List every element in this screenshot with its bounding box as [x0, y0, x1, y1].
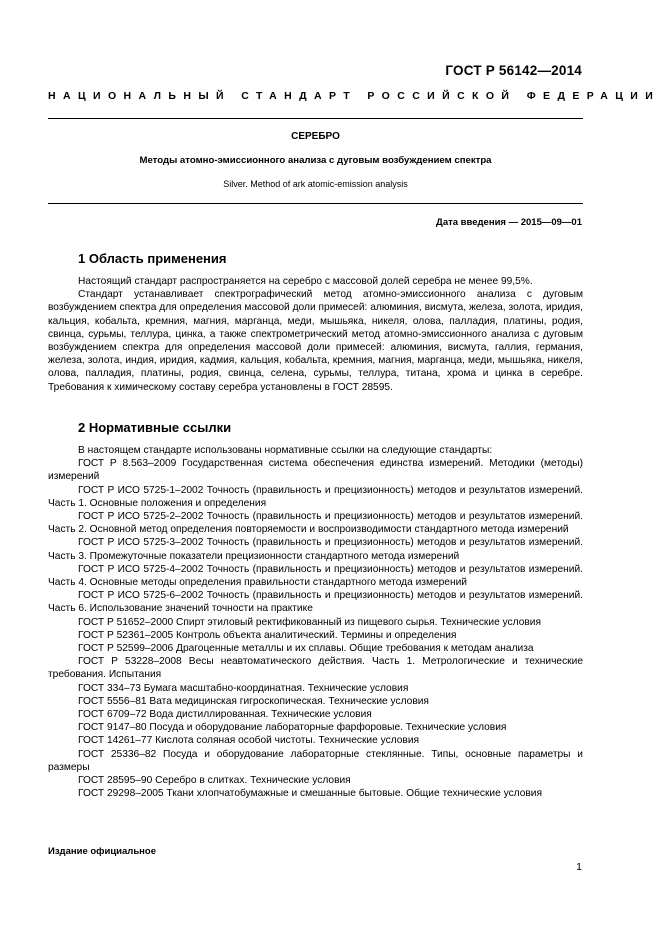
reference-item: ГОСТ 6709–72 Вода дистиллированная. Технические условия: [78, 709, 372, 721]
reference-item: ГОСТ 334–73 Бумага масштабно-координатная. Технические условия: [78, 682, 409, 694]
section-scope: [48, 250, 583, 394]
reference-item: ГОСТ Р ИСО 5725-4–2002 Точность (правильность и прецизионность) методов и результатов измерений. Часть 4. Основные методы определения правильности стандартного метода измерений: [48, 563, 583, 589]
english-title: Silver. Method of ark atomic-emission analysis: [223, 179, 408, 189]
scope-paragraph: Настоящий стандарт распространяется на серебро с массовой долей серебра не менее 99,5%.: [78, 276, 533, 287]
reference-item: ГОСТ Р 52599–2006 Драгоценные металлы и их сплавы. Общие требования к методам анализа: [78, 643, 534, 655]
reference-item: ГОСТ Р 8.563–2009 Государственная система обеспечения единства измерений. Методики (методы) измерений: [48, 458, 583, 483]
reference-item: ГОСТ 28595–90 Серебро в слитках. Технические условия: [78, 775, 351, 787]
reference-item: ГОСТ Р ИСО 5725-3–2002 Точность (правильность и прецизионность) методов и результатов измерений. Часть 3. Промежуточные показатели прецизионности стандартного метода измерений: [48, 537, 583, 562]
national-standard-heading: НАЦИОНАЛЬНЫЙ СТАНДАРТ РОССИЙСКОЙ ФЕДЕРАЦИИ: [48, 90, 661, 102]
reference-item: ГОСТ Р ИСО 5725-1–2002 Точность (правильность и прецизионность) методов и результатов измерений. Часть 1. Основные положения и определения: [48, 484, 583, 509]
document-subtitle: Методы атомно-эмиссионного анализа с дуговым возбуждением спектра: [139, 155, 492, 166]
reference-list: [48, 457, 583, 800]
section-normative-references: [48, 419, 583, 800]
scope-paragraph: Стандарт устанавливает спектрографический метод атомно-эмиссионного анализа с дуговым возбуждением спектра для определения массовой доли примесей: алюминия, висмута, железа, золота, иридия, кальция, кобальта, кремния, магния, марганца, меди, мышьяка, никеля, олова, палладия, платины, родия, свинца, сурьмы, теллура, цинка, а также спектрометрический метод атомно-эмиссионного анализа с дуговым возбуждением спектра для определения массовой доли примесей: алюминия, висмута, галлия, германия, железа, золота, индия, иридия, кадмия, кальция, кобальта, кремния, магния, марганца, меди, мышьяка, никеля, олова, палладия, платины, родия, свинца, селена, сурьмы, теллура, титана, хрома и цинка в серебре. Требования к химическому составу серебра установлены в ГОСТ 28595.: [48, 289, 583, 393]
reference-item: ГОСТ Р ИСО 5725-6–2002 Точность (правильность и прецизионность) методов и результатов измерений. Часть 6. Использование значений точности на практике: [48, 590, 583, 615]
document-title: СЕРЕБРО: [291, 131, 340, 142]
top-divider: [48, 118, 583, 119]
title-divider: [48, 203, 583, 204]
page-number: 1: [576, 861, 582, 873]
reference-item: ГОСТ 29298–2005 Ткани хлопчатобумажные и смешанные бытовые. Общие технические условия: [78, 788, 543, 800]
reference-item: ГОСТ Р 53228–2008 Весы неавтоматического действия. Часть 1. Метрологические и технические требования. Испытания: [48, 656, 583, 681]
reference-item: ГОСТ Р ИСО 5725-2–2002 Точность (правильность и прецизионность) методов и результатов измерений. Часть 2. Основной метод определения повторяемости и воспроизводимости стандартного метода измерений: [48, 511, 583, 536]
reference-item: ГОСТ 25336–82 Посуда и оборудование лабораторные стеклянные. Типы, основные параметры и размеры: [48, 748, 583, 773]
document-id: ГОСТ Р 56142—2014: [445, 63, 582, 78]
section-heading: 2 Нормативные ссылки: [78, 420, 232, 435]
section-heading: 1 Область применения: [78, 251, 227, 266]
edition-note: Издание официальное: [48, 846, 156, 857]
introduction-date: Дата введения — 2015—09—01: [436, 217, 582, 228]
references-intro: В настоящем стандарте использованы нормативные ссылки на следующие стандарты:: [78, 445, 493, 456]
reference-item: ГОСТ Р 51652–2000 Спирт этиловый ректификованный из пищевого сырья. Технические условия: [78, 616, 541, 628]
reference-item: ГОСТ 9147–80 Посуда и оборудование лабораторные фарфоровые. Технические условия: [78, 722, 507, 734]
reference-item: ГОСТ Р 52361–2005 Контроль объекта аналитический. Термины и определения: [78, 629, 457, 641]
reference-item: ГОСТ 14261–77 Кислота соляная особой чистоты. Технические условия: [78, 735, 420, 747]
reference-item: ГОСТ 5556–81 Вата медицинская гигроскопическая. Технические условия: [78, 695, 429, 707]
